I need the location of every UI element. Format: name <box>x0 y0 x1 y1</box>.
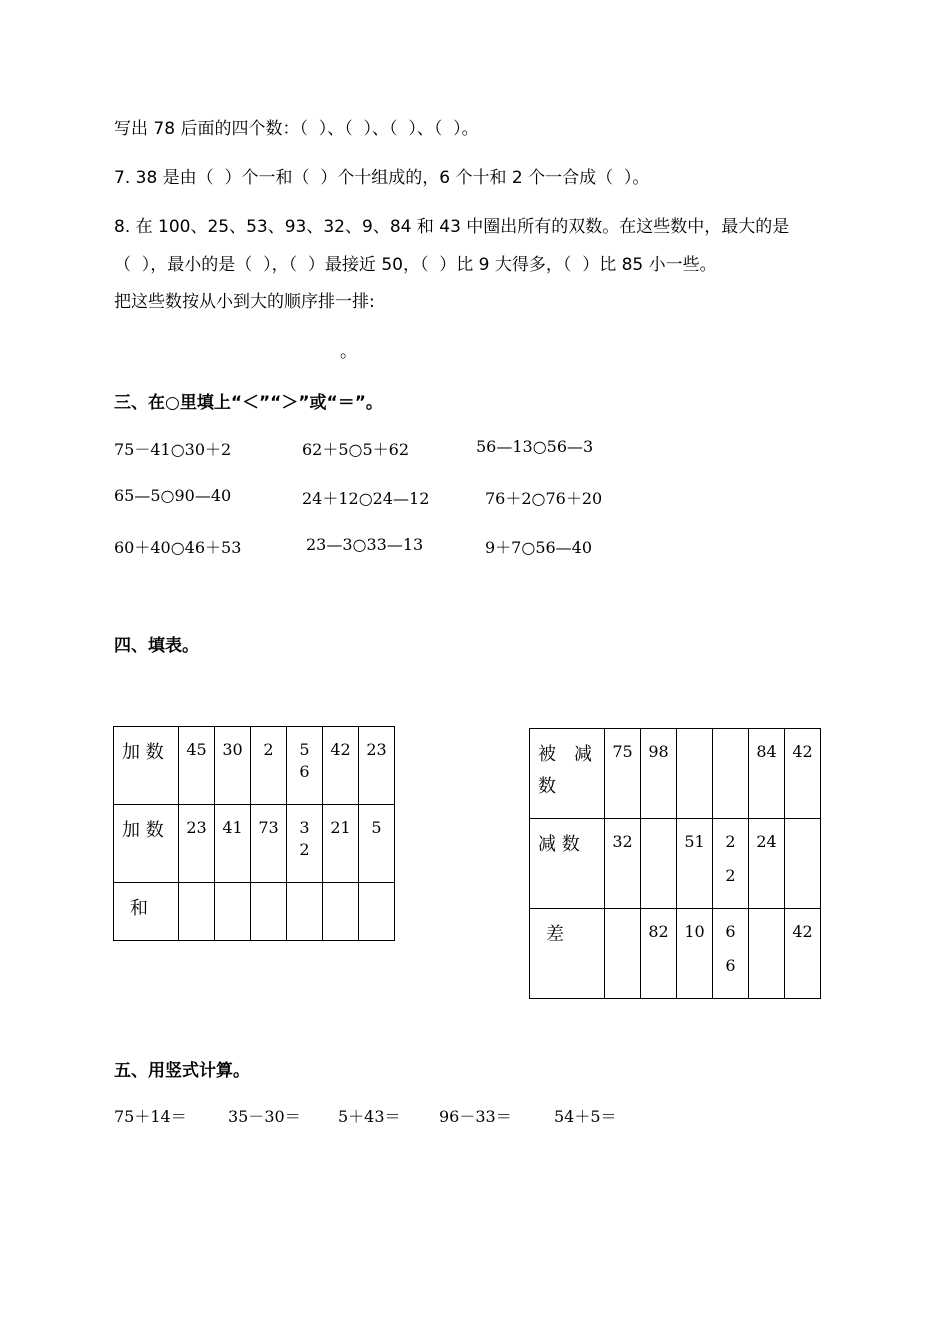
table-cell: 42 <box>785 909 821 999</box>
table-cell <box>785 819 821 909</box>
table-cell <box>323 883 359 941</box>
answer-line-end: 。 <box>340 342 357 362</box>
table-row-label: 和 <box>114 883 179 941</box>
section-5-heading: 五、用竖式计算。 <box>114 1061 250 1081</box>
compare-expression: 56—13○56—3 <box>476 437 594 456</box>
table-cell: 84 <box>749 729 785 819</box>
table-cell: 82 <box>641 909 677 999</box>
question-8-line-2: （ ），最小的是（ ），（ ）最接近 50，（ ）比 9 大得多，（ ）比 85 小一些。 <box>114 255 717 275</box>
compare-expression: 62＋5○5＋62 <box>302 440 410 459</box>
table-row-label: 加 数 <box>114 727 179 805</box>
table-cell: 75 <box>605 729 641 819</box>
compare-expression: 75－41○30＋2 <box>114 440 232 459</box>
compare-expression: 24＋12○24—12 <box>302 489 430 508</box>
table-row-label: 加 数 <box>114 805 179 883</box>
table-cell: 5 <box>359 805 395 883</box>
table-cell <box>179 883 215 941</box>
table-cell: 51 <box>677 819 713 909</box>
table-cell: 21 <box>323 805 359 883</box>
addition-table <box>113 726 395 941</box>
table-cell: 42 <box>323 727 359 805</box>
table-cell <box>359 883 395 941</box>
table-cell: 10 <box>677 909 713 999</box>
compare-expression: 65—5○90—40 <box>114 486 232 505</box>
table-cell <box>713 729 749 819</box>
table-cell <box>749 909 785 999</box>
section-3-heading: 三、在○里填上“＜”“＞”或“＝”。 <box>114 393 383 413</box>
compare-expression: 9＋7○56—40 <box>485 538 593 557</box>
table-cell: 2 2 <box>713 819 749 909</box>
section-4-heading: 四、填表。 <box>114 636 199 656</box>
table-cell: 45 <box>179 727 215 805</box>
table-cell: 98 <box>641 729 677 819</box>
compare-expression: 60＋40○46＋53 <box>114 538 242 557</box>
table-cell: 6 6 <box>713 909 749 999</box>
table-cell <box>605 909 641 999</box>
subtraction-table <box>529 728 821 999</box>
table-row-label: 被 减 数 <box>530 729 605 819</box>
table-cell: 24 <box>749 819 785 909</box>
vertical-calc-item: 5＋43＝ <box>338 1107 401 1126</box>
table-cell: 5 6 <box>287 727 323 805</box>
table-cell <box>641 819 677 909</box>
compare-expression: 23—3○33—13 <box>306 535 424 554</box>
table-cell: 2 <box>251 727 287 805</box>
table-row-label: 差 <box>530 909 605 999</box>
table-cell: 23 <box>359 727 395 805</box>
table-cell: 3 2 <box>287 805 323 883</box>
table-cell: 30 <box>215 727 251 805</box>
table-cell: 32 <box>605 819 641 909</box>
compare-expression: 76＋2○76＋20 <box>485 489 603 508</box>
table-cell <box>251 883 287 941</box>
question-8-line-1: 8. 在 100、25、53、93、32、9、84 和 43 中圈出所有的双数。在这些数中，最大的是 <box>114 217 790 237</box>
question-6: 写出 78 后面的四个数：（ ）、（ ）、（ ）、（ ）。 <box>114 119 479 139</box>
table-row-label: 减 数 <box>530 819 605 909</box>
table-cell <box>677 729 713 819</box>
vertical-calc-item: 35－30＝ <box>228 1107 301 1126</box>
vertical-calc-item: 54＋5＝ <box>554 1107 617 1126</box>
table-cell: 41 <box>215 805 251 883</box>
table-cell: 23 <box>179 805 215 883</box>
table-cell: 73 <box>251 805 287 883</box>
vertical-calc-item: 96－33＝ <box>439 1107 512 1126</box>
vertical-calc-item: 75＋14＝ <box>114 1107 187 1126</box>
table-cell: 42 <box>785 729 821 819</box>
table-cell <box>215 883 251 941</box>
question-7: 7. 38 是由（ ）个一和（ ）个十组成的，6 个十和 2 个一合成（ ）。 <box>114 168 650 188</box>
table-cell <box>287 883 323 941</box>
question-8-line-3: 把这些数按从小到大的顺序排一排: <box>114 292 375 312</box>
